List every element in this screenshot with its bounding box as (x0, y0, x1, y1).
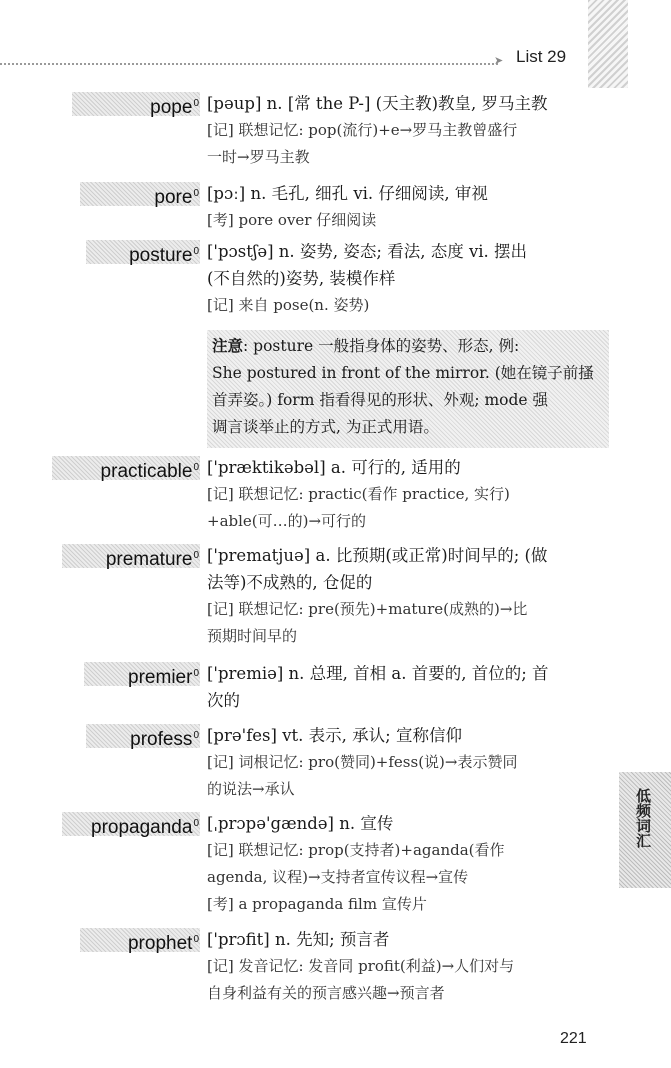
memory-note-cont: +able(可…的)→可行的 (207, 512, 367, 530)
memory-note: [记] 联想记忆: prop(支持者)+aganda(看作 (207, 841, 505, 859)
page-number: 221 (560, 1030, 587, 1047)
entry-body (207, 542, 599, 650)
usage-note-line: 调言谈举止的方式, 为正式用语。 (212, 418, 439, 436)
definition: ['præktikəbəl] a. 可行的, 适用的 (207, 458, 461, 477)
definition-cont: 法等)不成熟的, 仓促的 (207, 573, 373, 592)
usage-note-line: She postured in front of the mirror. (她在镜子前搔 (212, 364, 594, 382)
entry-body (207, 454, 599, 535)
memory-note: [记] 联想记忆: pop(流行)+e→罗马主教曾盛行 (207, 121, 518, 139)
entry-body (207, 660, 599, 714)
exam-note: [考] a propaganda film 宣传片 (207, 895, 427, 913)
memory-note-cont: 自身利益有关的预言感兴趣→预言者 (207, 984, 445, 1002)
definition: ['prɔfit] n. 先知; 预言者 (207, 930, 390, 949)
entry-body (207, 722, 599, 803)
definition: [ˌprɔpə'gændə] n. 宣传 (207, 814, 394, 833)
definition: [pɔː] n. 毛孔, 细孔 vi. 仔细阅读, 审视 (207, 184, 488, 203)
usage-note (212, 333, 606, 441)
definition: [prə'fes] vt. 表示, 承认; 宣称信仰 (207, 726, 462, 745)
list-title: List 29 (516, 47, 567, 66)
memory-note: [记] 联想记忆: pre(预先)+mature(成熟的)→比 (207, 600, 528, 618)
entry-body (207, 238, 599, 319)
memory-note-cont: 的说法→承认 (207, 780, 295, 798)
headword: prophet$^0$ (127, 933, 199, 954)
memory-note: [记] 联想记忆: practic(看作 practice, 实行) (207, 485, 510, 503)
side-tab (619, 772, 671, 888)
entry-body (207, 180, 599, 234)
definition: ['prematjuə] a. 比预期(或正常)时间早的; (做 (207, 546, 548, 565)
header-rule (0, 63, 498, 65)
memory-note: [记] 词根记忆: pro(赞同)+fess(说)→表示赞同 (207, 753, 518, 771)
header-arrow-icon: ➤ (494, 54, 504, 67)
entry-body (207, 926, 599, 1007)
headword: practicable$^0$ (100, 461, 199, 482)
definition: ['premiə] n. 总理, 首相 a. 首要的, 首位的; 首 (207, 664, 549, 683)
definition-cont: (不自然的)姿势, 装模作样 (207, 269, 396, 288)
memory-note-cont: agenda, 议程)→支持者宣传议程→宣传 (207, 868, 469, 886)
usage-note-line: : posture 一般指身体的姿势、形态, 例: (243, 337, 520, 355)
headword: pope$^0$ (150, 97, 199, 118)
usage-note-line: 首弄姿。) form 指看得见的形状、外观; mode 强 (212, 391, 549, 409)
headword: profess$^0$ (130, 729, 199, 750)
memory-note: [记] 发音记忆: 发音同 profit(利益)→人们对与 (207, 957, 515, 975)
definition: [pəup] n. [常 the P-] (天主教)教皇, 罗马主教 (207, 94, 548, 113)
exam-note: [考] pore over 仔细阅读 (207, 211, 377, 229)
memory-note-cont: 一时→罗马主教 (207, 148, 310, 166)
definition-cont: 次的 (207, 691, 240, 710)
memory-note-cont: 预期时间早的 (207, 627, 298, 645)
definition: ['pɔstʃə] n. 姿势, 姿态; 看法, 态度 vi. 摆出 (207, 242, 528, 261)
memory-note: [记] 来自 pose(n. 姿势) (207, 296, 370, 314)
headword: posture$^0$ (129, 245, 199, 266)
headword: propaganda$^0$ (91, 817, 199, 838)
headword: pore$^0$ (154, 187, 199, 208)
corner-decoration (588, 0, 628, 88)
entry-body (207, 90, 599, 171)
headword: premature$^0$ (105, 549, 199, 570)
entry-body (207, 810, 599, 918)
side-tab-label: 低频词汇 (634, 788, 652, 848)
usage-note-label: 注意 (212, 337, 244, 355)
headword: premier$^0$ (128, 667, 199, 688)
